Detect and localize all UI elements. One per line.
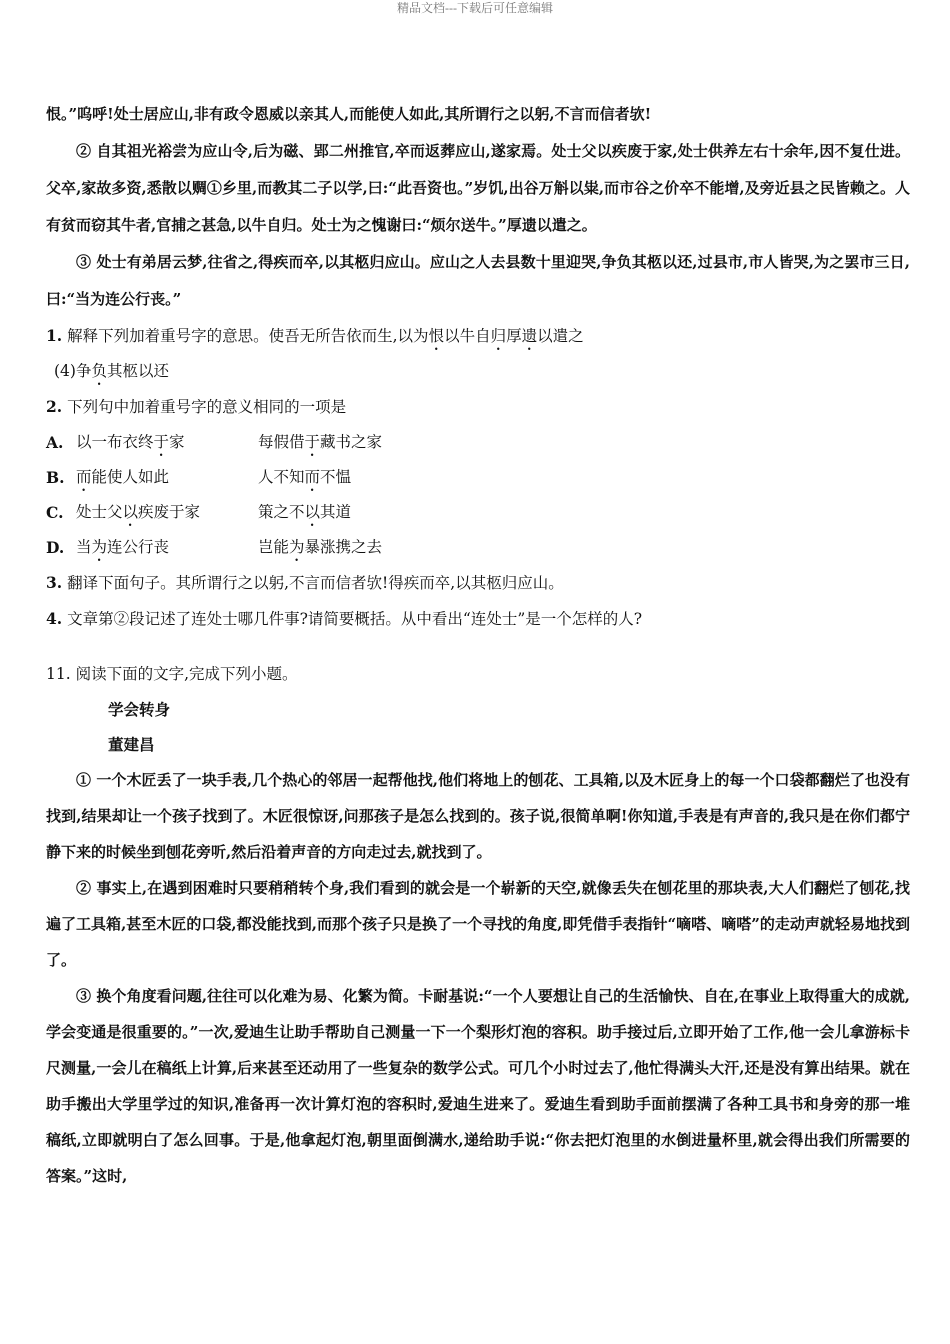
option-text: 策之不	[258, 503, 305, 521]
option-sentence-b	[258, 530, 910, 565]
question-4-number: 4.	[46, 609, 63, 628]
emphasized-word: 恨	[428, 327, 445, 345]
question-2-number: 2.	[46, 397, 63, 416]
option-sentence-b	[258, 495, 910, 530]
article-paragraph-2: ② 事实上,在遇到困难时只要稍稍转个身,我们看到的就会是一个崭新的天空,就像丢失在刨花里的那块表,大人们翻烂了刨花,找遍了工具箱,甚至木匠的口袋,都没能找到,而那个孩子只是换了一个寻找的角度,即凭借手表指针“嘀嗒、嘀嗒”的走动声就轻易地找到了。	[46, 879, 910, 969]
option-sentence-b	[258, 460, 910, 495]
emphasized-word: 负	[91, 362, 107, 380]
question-3	[46, 565, 910, 601]
emphasized-word: 于	[153, 433, 170, 451]
document-page	[46, 96, 910, 1194]
option-text: 能使人如此	[91, 468, 170, 486]
emphasized-word: 以	[122, 503, 139, 521]
option-sentence-a	[76, 425, 258, 460]
option-c[interactable]	[46, 495, 910, 530]
question-4-text: 文章第②段记述了连处士哪几件事?请简要概括。从中看出“连处士”是一个怎样的人?	[67, 610, 643, 628]
passage-paragraph-2: ② 自其祖光裕尝为应山令,后为磁、郢二州推官,卒而返葬应山,遂家焉。处士父以疾废于家,处士供养左右十余年,因不复仕进。父卒,家故多资,悉散以赒①乡里,而教其二子以学,曰:“此吾资也。”岁饥,出谷万斛以粜,而市谷之价卒不能增,及旁近县之民皆赖之。人有贫而窃其牛者,官捕之甚急,以牛自归。处士为之愧谢曰:“烦尔送牛。”厚遗以遣之。	[46, 142, 910, 234]
option-sentence-a	[76, 530, 258, 565]
option-text: 每假借	[258, 433, 305, 451]
option-text: 家	[169, 433, 185, 451]
passage-paragraph-0: 恨。”呜呼!处士居应山,非有政令恩威以亲其人,而能使人如此,其所谓行之以躬,不言而信者欤!	[46, 105, 652, 123]
question-1-part-4	[46, 354, 910, 389]
option-text: 暴涨携之去	[304, 538, 383, 556]
question-11-intro	[46, 657, 910, 692]
option-label: B.	[46, 468, 65, 487]
option-label: D.	[46, 538, 65, 557]
option-label: C.	[46, 503, 64, 522]
option-text: 岂能	[258, 538, 290, 556]
emphasized-word: 于	[304, 433, 321, 451]
emphasized-word: 为	[91, 538, 108, 556]
emphasized-word: 以	[304, 503, 321, 521]
option-text: 处士父	[76, 503, 123, 521]
option-text: 以一布衣终	[76, 433, 154, 451]
question-1-part-4-text: (4)争	[54, 362, 92, 380]
emphasized-word: 为	[289, 538, 305, 556]
question-11-text: 阅读下面的文字,完成下列小题。	[75, 665, 298, 683]
question-3-text: 翻译下面句子。其所谓行之以躬,不言而信者欤!得疾而卒,以其柩归应山。	[67, 574, 564, 592]
article-title: 学会转身	[108, 700, 171, 719]
option-text: 人不知	[258, 468, 305, 486]
article-paragraph-1: ① 一个木匠丢了一块手表,几个热心的邻居一起帮他找,他们将地上的刨花、工具箱,以及木匠身上的每一个口袋都翻烂了也没有找到,结果却让一个孩子找到了。木匠很惊讶,问那孩子是怎么找到的。孩子说,很简单啊!你知道,手表是有声音的,我只是在你们都宁静下来的时候坐到刨花旁听,然后沿着声音的方向走过去,就找到了。	[46, 771, 910, 861]
question-1-text: 厚	[506, 327, 522, 345]
question-2	[46, 389, 910, 425]
article-author: 董建昌	[108, 735, 155, 754]
emphasized-word: 而	[76, 468, 92, 486]
question-3-number: 3.	[46, 573, 63, 592]
article-paragraph-3: ③ 换个角度看问题,往往可以化难为易、化繁为简。卡耐基说:“一个人要想让自己的生活愉快、自在,在事业上取得重大的成就,学会变通是很重要的。”一次,爱迪生让助手帮助自己测量一下一个梨形灯泡的容积。助手接过后,立即开始了工作,他一会儿拿游标卡尺测量,一会儿在稿纸上计算,后来甚至还动用了一些复杂的数学公式。可几个小时过去了,他忙得满头大汗,还是没有算出结果。就在助手搬出大学里学过的知识,准备再一次计算灯泡的容积时,爱迪生进来了。爱迪生看到助手面前摆满了各种工具书和身旁的那一堆稿纸,立即就明白了怎么回事。于是,他拿起灯泡,朝里面倒满水,递给助手说:“你去把灯泡里的水倒进量杯里,就会得出我们所需要的答案。”这时,	[46, 987, 910, 1185]
question-1-part-4-text: 其柩以还	[106, 362, 169, 380]
question-11-number: 11.	[46, 665, 71, 683]
option-text: 疾废于家	[138, 503, 201, 521]
question-1-number: 1.	[46, 326, 63, 345]
question-1-text: 以牛自	[444, 327, 491, 345]
option-sentence-a	[76, 460, 258, 495]
option-text: 连公行丧	[107, 538, 170, 556]
question-1-text: 以遣之	[537, 327, 584, 345]
question-4	[46, 601, 910, 637]
option-label: A.	[46, 433, 64, 452]
question-2-text: 下列句中加着重号字的意义相同的一项是	[67, 398, 347, 416]
option-a[interactable]	[46, 425, 910, 460]
option-d[interactable]	[46, 530, 910, 565]
option-b[interactable]	[46, 460, 910, 495]
option-sentence-a	[76, 495, 258, 530]
option-text: 当	[76, 538, 92, 556]
header-watermark: 精品文档---下载后可任意编辑	[397, 1, 553, 15]
option-text: 不愠	[320, 468, 352, 486]
question-1	[46, 318, 910, 354]
emphasized-word: 而	[304, 468, 321, 486]
emphasized-word: 遗	[521, 327, 538, 345]
option-sentence-b	[258, 425, 910, 460]
option-text: 藏书之家	[320, 433, 383, 451]
emphasized-word: 归	[490, 327, 507, 345]
section-gap	[46, 637, 910, 657]
question-1-text: 解释下列加着重号字的意思。使吾无所告依而生,以为	[67, 327, 429, 345]
passage-paragraph-3: ③ 处士有弟居云梦,往省之,得疾而卒,以其柩归应山。应山之人去县数十里迎哭,争负其柩以还,过县市,市人皆哭,为之罢市三日,曰:“当为连公行丧。”	[46, 253, 910, 308]
option-text: 其道	[320, 503, 352, 521]
